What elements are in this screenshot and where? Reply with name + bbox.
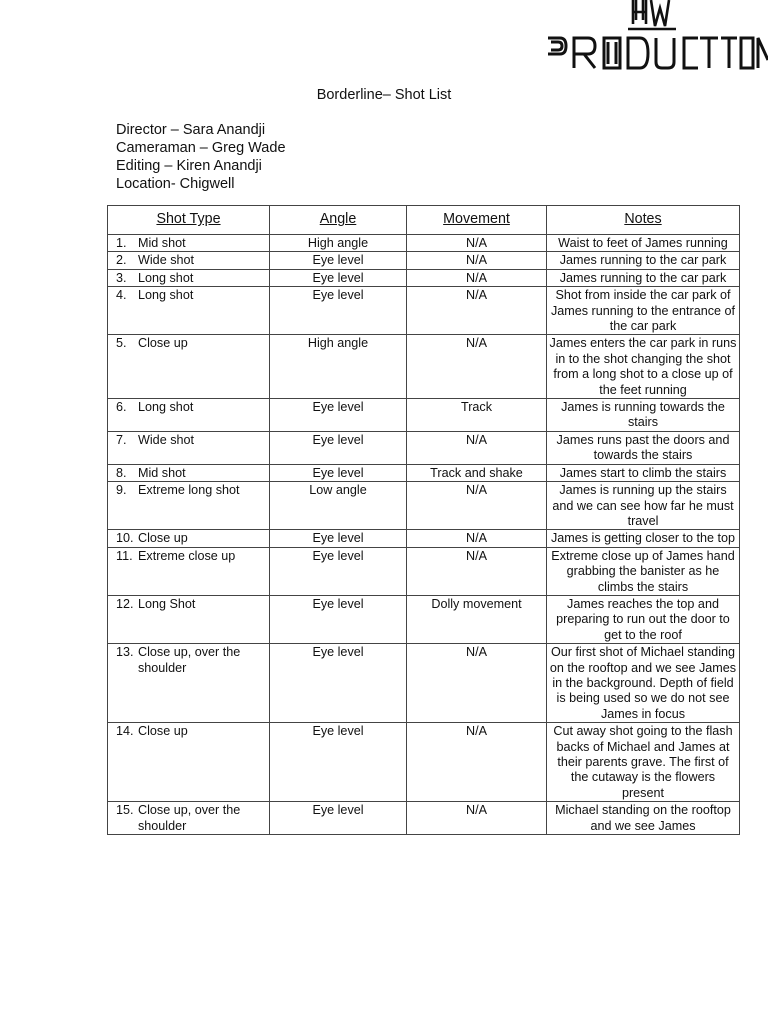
shot-type-text: Mid shot	[138, 465, 186, 480]
shot-number: 10.	[116, 531, 134, 546]
table-row	[108, 335, 740, 399]
cell-notes: Cut away shot going to the flash backs of Michael and James at their parents grave. The first of the cutaway is the flowers present	[547, 723, 740, 802]
shot-type-text: Wide shot	[138, 432, 194, 447]
cell-shot-type	[108, 335, 270, 399]
cell-angle: Eye level	[270, 399, 407, 432]
cell-movement: N/A	[407, 802, 547, 835]
table-row	[108, 482, 740, 530]
shot-type-text: Long Shot	[138, 596, 196, 611]
cell-movement: Track and shake	[407, 464, 547, 481]
cell-angle: Eye level	[270, 644, 407, 723]
shot-number: 12.	[116, 596, 134, 611]
cell-shot-type	[108, 595, 270, 643]
shot-type-text: Close up	[138, 336, 188, 351]
header-shot-type: Shot Type	[108, 206, 270, 235]
shot-number: 4.	[116, 288, 127, 303]
shot-number: 14.	[116, 724, 134, 739]
shot-type-text: Extreme close up	[138, 548, 236, 563]
cell-shot-type	[108, 723, 270, 802]
shot-number: 6.	[116, 400, 127, 415]
table-row	[108, 464, 740, 481]
shot-number: 2.	[116, 253, 127, 268]
cell-notes: James reaches the top and preparing to run out the door to get to the roof	[547, 595, 740, 643]
table-row	[108, 399, 740, 432]
table-header-row	[108, 206, 740, 235]
cell-movement: N/A	[407, 235, 547, 252]
document-title: Borderline– Shot List	[316, 87, 452, 103]
cell-shot-type	[108, 269, 270, 286]
cell-notes: James running to the car park	[547, 252, 740, 269]
shot-type-text: Long shot	[138, 400, 194, 415]
table-row	[108, 287, 740, 335]
shot-number: 5.	[116, 336, 127, 351]
cell-notes: Shot from inside the car park of James running to the entrance of the car park	[547, 287, 740, 335]
table-row	[108, 723, 740, 802]
cell-notes: James runs past the doors and towards the stairs	[547, 431, 740, 464]
table-row	[108, 431, 740, 464]
shot-number: 9.	[116, 483, 127, 498]
cell-movement: N/A	[407, 269, 547, 286]
header-angle: Angle	[270, 206, 407, 235]
credit-director: Director – Sara Anandji	[116, 122, 266, 138]
table-row	[108, 235, 740, 252]
shot-type-text: Extreme long shot	[138, 483, 240, 498]
cell-shot-type	[108, 431, 270, 464]
table-row	[108, 252, 740, 269]
table-row	[108, 547, 740, 595]
shot-number: 7.	[116, 432, 127, 447]
cell-shot-type	[108, 644, 270, 723]
shot-type-text: Close up, over the shoulder	[138, 645, 241, 675]
table-row	[108, 269, 740, 286]
cell-notes: James is running up the stairs and we can see how far he must travel	[547, 482, 740, 530]
shot-number: 8.	[116, 465, 127, 480]
credit-editing: Editing – Kiren Anandji	[116, 158, 262, 174]
cell-shot-type	[108, 235, 270, 252]
cell-angle: Low angle	[270, 482, 407, 530]
credits-block	[116, 121, 286, 193]
cell-shot-type	[108, 252, 270, 269]
cell-angle: High angle	[270, 235, 407, 252]
shot-type-text: Mid shot	[138, 236, 186, 250]
table-row	[108, 644, 740, 723]
cell-angle: Eye level	[270, 723, 407, 802]
header-notes: Notes	[547, 206, 740, 235]
cell-movement: N/A	[407, 287, 547, 335]
table-row	[108, 802, 740, 835]
cell-shot-type	[108, 482, 270, 530]
cell-angle: Eye level	[270, 530, 407, 547]
cell-movement: Track	[407, 399, 547, 432]
hw-productions-logo-graphic	[548, 0, 768, 72]
cell-notes: Our first shot of Michael standing on the rooftop and we see James in the background. Depth of field is being used so we do not see James in focus	[547, 644, 740, 723]
cell-movement: N/A	[407, 644, 547, 723]
shot-type-text: Close up	[138, 531, 188, 546]
cell-angle: Eye level	[270, 431, 407, 464]
cell-movement: N/A	[407, 723, 547, 802]
cell-movement: N/A	[407, 431, 547, 464]
cell-notes: Extreme close up of James hand grabbing the banister as he climbs the stairs	[547, 547, 740, 595]
cell-notes: James is getting closer to the top	[547, 530, 740, 547]
cell-movement: N/A	[407, 335, 547, 399]
cell-angle: High angle	[270, 335, 407, 399]
cell-movement: N/A	[407, 252, 547, 269]
header-movement: Movement	[407, 206, 547, 235]
cell-shot-type	[108, 530, 270, 547]
cell-notes: James enters the car park in runs in to the shot changing the shot from a long shot to a close up of the feet running	[547, 335, 740, 399]
shot-list-table	[107, 205, 740, 835]
table-row	[108, 530, 740, 547]
shot-type-text: Wide shot	[138, 253, 194, 268]
shot-type-text: Long shot	[138, 270, 194, 285]
cell-movement: N/A	[407, 547, 547, 595]
shot-type-text: Long shot	[138, 288, 194, 303]
shot-type-text: Close up	[138, 724, 188, 739]
cell-shot-type	[108, 464, 270, 481]
cell-shot-type	[108, 802, 270, 835]
cell-movement: N/A	[407, 530, 547, 547]
shot-number: 13.	[116, 645, 134, 660]
cell-angle: Eye level	[270, 287, 407, 335]
cell-angle: Eye level	[270, 547, 407, 595]
shot-number: 11.	[116, 548, 133, 563]
cell-angle: Eye level	[270, 269, 407, 286]
cell-shot-type	[108, 547, 270, 595]
cell-shot-type	[108, 287, 270, 335]
cell-notes: Waist to feet of James running	[547, 235, 740, 252]
shot-number: 3.	[116, 270, 127, 285]
shot-number: 1.	[116, 236, 127, 250]
credit-cameraman: Cameraman – Greg Wade	[116, 140, 286, 156]
company-logo	[548, 0, 768, 72]
cell-notes: James running to the car park	[547, 269, 740, 286]
shot-type-text: Close up, over the shoulder	[138, 803, 241, 833]
credit-location: Location- Chigwell	[116, 176, 235, 192]
cell-shot-type	[108, 399, 270, 432]
cell-angle: Eye level	[270, 802, 407, 835]
cell-notes: James start to climb the stairs	[547, 464, 740, 481]
cell-angle: Eye level	[270, 595, 407, 643]
cell-notes: James is running towards the stairs	[547, 399, 740, 432]
cell-notes: Michael standing on the rooftop and we see James	[547, 802, 740, 835]
cell-angle: Eye level	[270, 252, 407, 269]
cell-movement: Dolly movement	[407, 595, 547, 643]
table-row	[108, 595, 740, 643]
shot-number: 15.	[116, 803, 134, 818]
cell-angle: Eye level	[270, 464, 407, 481]
cell-movement: N/A	[407, 482, 547, 530]
